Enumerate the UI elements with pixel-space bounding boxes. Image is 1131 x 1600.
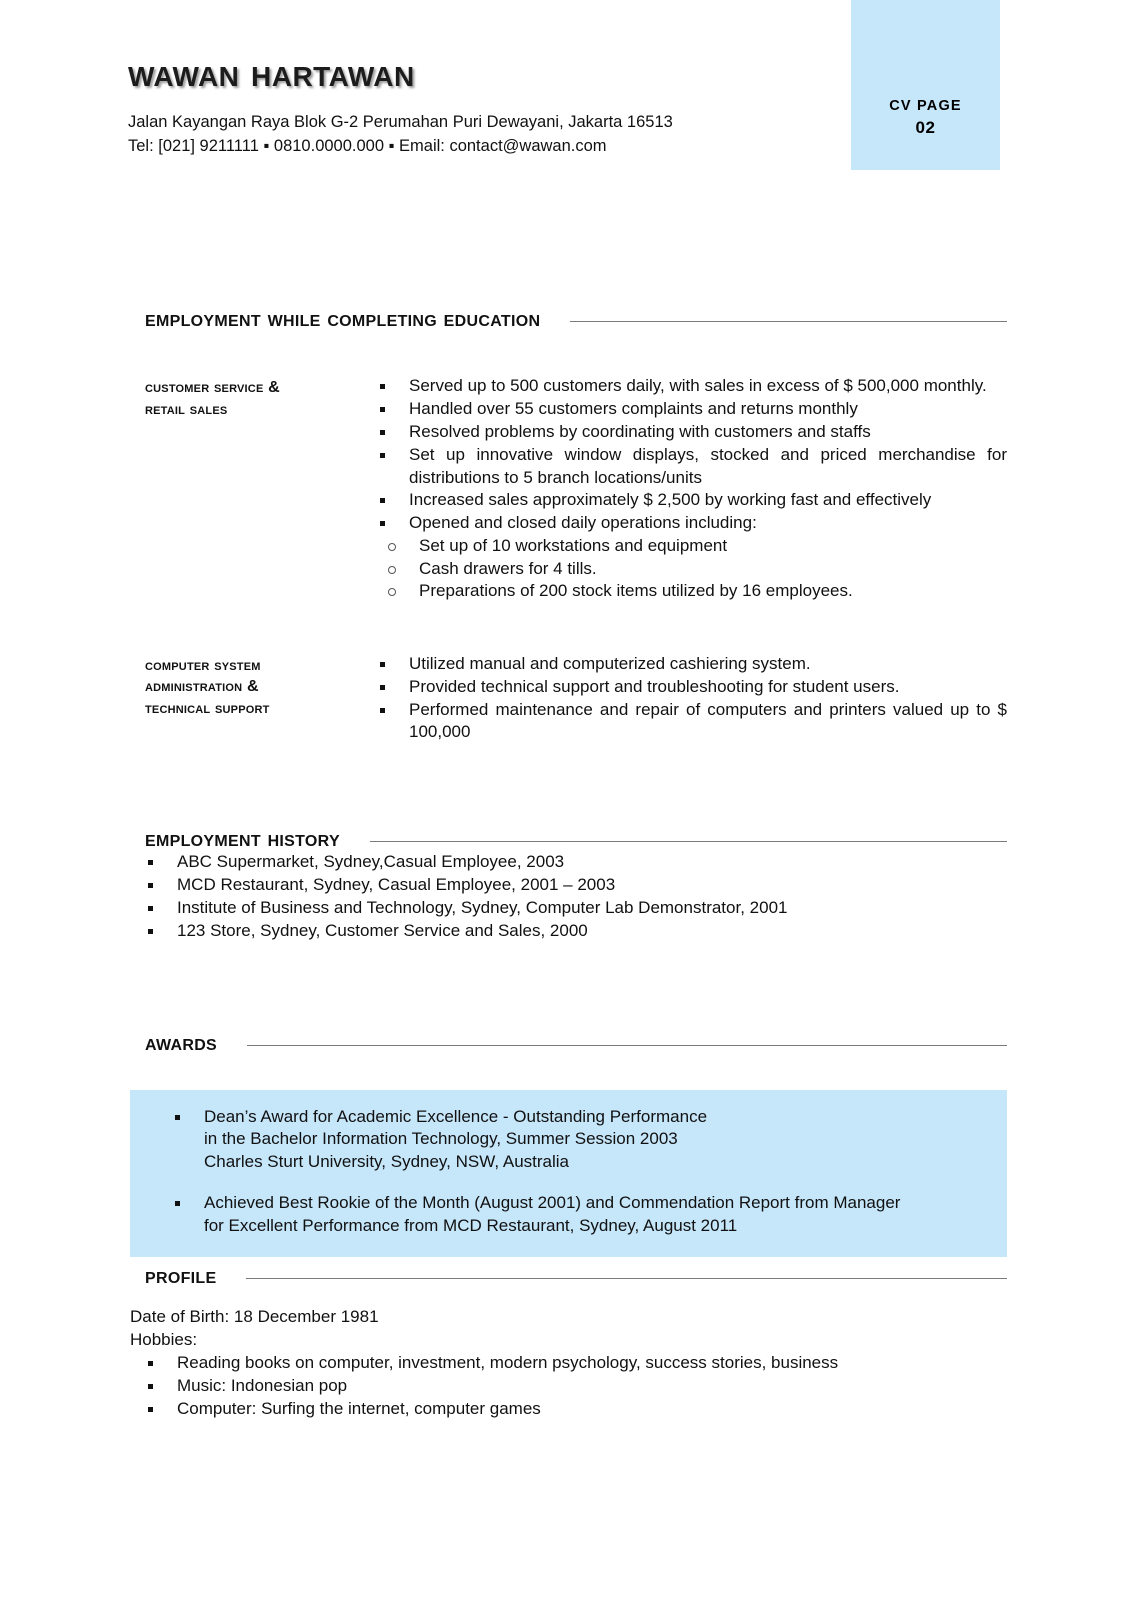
address-line: Jalan Kayangan Raya Blok G-2 Perumahan Puri Dewayani, Jakarta 16513 <box>128 113 673 131</box>
list-item: Set up innovative window displays, stocked and priced merchandise for distributions to 5 branch locations/units <box>377 444 1007 489</box>
list-item: Preparations of 200 stock items utilized by 16 employees. <box>377 580 1007 602</box>
page-title: wawan hartawan <box>128 51 415 95</box>
job-title-line: technical support <box>145 699 270 717</box>
cv-page-number: 02 <box>915 118 936 138</box>
hobbies-label: Hobbies: <box>130 1330 198 1350</box>
awards-list <box>140 1106 997 1173</box>
section-header <box>145 1030 1007 1055</box>
awards-list <box>140 1192 997 1237</box>
date-of-birth: Date of Birth: 18 December 1981 <box>130 1307 379 1327</box>
section-divider <box>247 1045 1007 1046</box>
contact-block <box>128 111 828 159</box>
cv-page-label: CV PAGE <box>889 98 962 114</box>
profile-details <box>130 1306 1007 1352</box>
section-header <box>145 826 1007 851</box>
section-divider <box>246 1278 1007 1279</box>
list-item: ABC Supermarket, Sydney,Casual Employee, 2003 <box>145 851 1007 873</box>
section-divider <box>570 321 1007 322</box>
job-title-line: administration & <box>145 678 259 696</box>
section-divider <box>370 841 1007 842</box>
hobbies-list <box>145 1352 1007 1420</box>
list-item: Performed maintenance and repair of computers and printers valued up to $ 100,000 <box>377 699 1007 744</box>
job-block-customer-service <box>145 375 1007 602</box>
awards-highlight-box <box>130 1090 1007 1257</box>
list-item: Increased sales approximately $ 2,500 by working fast and effectively <box>377 489 1007 511</box>
list-item: Institute of Business and Technology, Sydney, Computer Lab Demonstrator, 2001 <box>145 897 1007 919</box>
job-title-label <box>145 653 377 744</box>
list-item: Served up to 500 customers daily, with sales in excess of $ 500,000 monthly. <box>377 375 1007 397</box>
list-item: Opened and closed daily operations including: <box>377 512 1007 534</box>
job-title-line: retail sales <box>145 400 228 418</box>
cv-page-badge-inner <box>851 96 1000 139</box>
section-header <box>145 1263 1007 1288</box>
section-title: employment while completing education <box>145 305 541 331</box>
award-text-line: Charles Sturt University, Sydney, NSW, Australia <box>204 1151 569 1171</box>
award-text-line: Achieved Best Rookie of the Month (August 2001) and Commendation Report from Manager <box>204 1193 901 1213</box>
list-item: Computer: Surfing the internet, computer games <box>145 1398 1007 1420</box>
employment-history-list <box>145 851 1007 942</box>
job-title-label <box>145 375 377 602</box>
list-item: 123 Store, Sydney, Customer Service and Sales, 2000 <box>145 920 1007 942</box>
award-text-line: Dean’s Award for Academic Excellence - Outstanding Performance <box>204 1107 708 1126</box>
section-title: awards <box>145 1029 218 1055</box>
cv-page-badge <box>851 0 1000 170</box>
award-text-line: in the Bachelor Information Technology, Summer Session 2003 <box>204 1129 678 1149</box>
list-item: Cash drawers for 4 tills. <box>377 558 1007 580</box>
list-item: Set up of 10 workstations and equipment <box>377 535 1007 557</box>
award-text-line: for Excellent Performance from MCD Restaurant, Sydney, August 2011 <box>204 1215 738 1235</box>
sub-bullet-list <box>377 535 1007 602</box>
section-title: employment history <box>145 825 340 851</box>
list-item <box>172 1106 997 1173</box>
section-header <box>145 306 1007 331</box>
bullet-list <box>377 375 1007 535</box>
section-employment-education <box>145 306 1007 744</box>
list-item: Provided technical support and troubleshooting for student users. <box>377 676 1007 698</box>
section-awards <box>145 1030 1007 1055</box>
awards-spacer <box>140 1173 997 1192</box>
section-employment-history <box>145 826 1007 943</box>
list-item: Handled over 55 customers complaints and returns monthly <box>377 398 1007 420</box>
list-item: Reading books on computer, investment, modern psychology, success stories, business <box>145 1352 1007 1374</box>
job-bullets <box>377 375 1007 602</box>
list-item: Resolved problems by coordinating with customers and staffs <box>377 421 1007 443</box>
job-title-line: customer service & <box>145 379 280 397</box>
list-item: MCD Restaurant, Sydney, Casual Employee, 2001 – 2003 <box>145 874 1007 896</box>
list-item: Music: Indonesian pop <box>145 1375 1007 1397</box>
list-item: Utilized manual and computerized cashiering system. <box>377 653 1007 675</box>
job-block-computer-system <box>145 653 1007 744</box>
cv-header <box>128 52 828 159</box>
list-item <box>172 1192 997 1237</box>
section-title: profile <box>145 1262 217 1288</box>
bullet-list <box>377 653 1007 744</box>
job-title-line: computer system <box>145 656 261 674</box>
section-profile <box>130 1262 1007 1421</box>
phone-email-line: Tel: [021] 9211111 ▪ 0810.0000.000 ▪ Email: contact@wawan.com <box>128 136 607 155</box>
job-bullets <box>377 653 1007 744</box>
